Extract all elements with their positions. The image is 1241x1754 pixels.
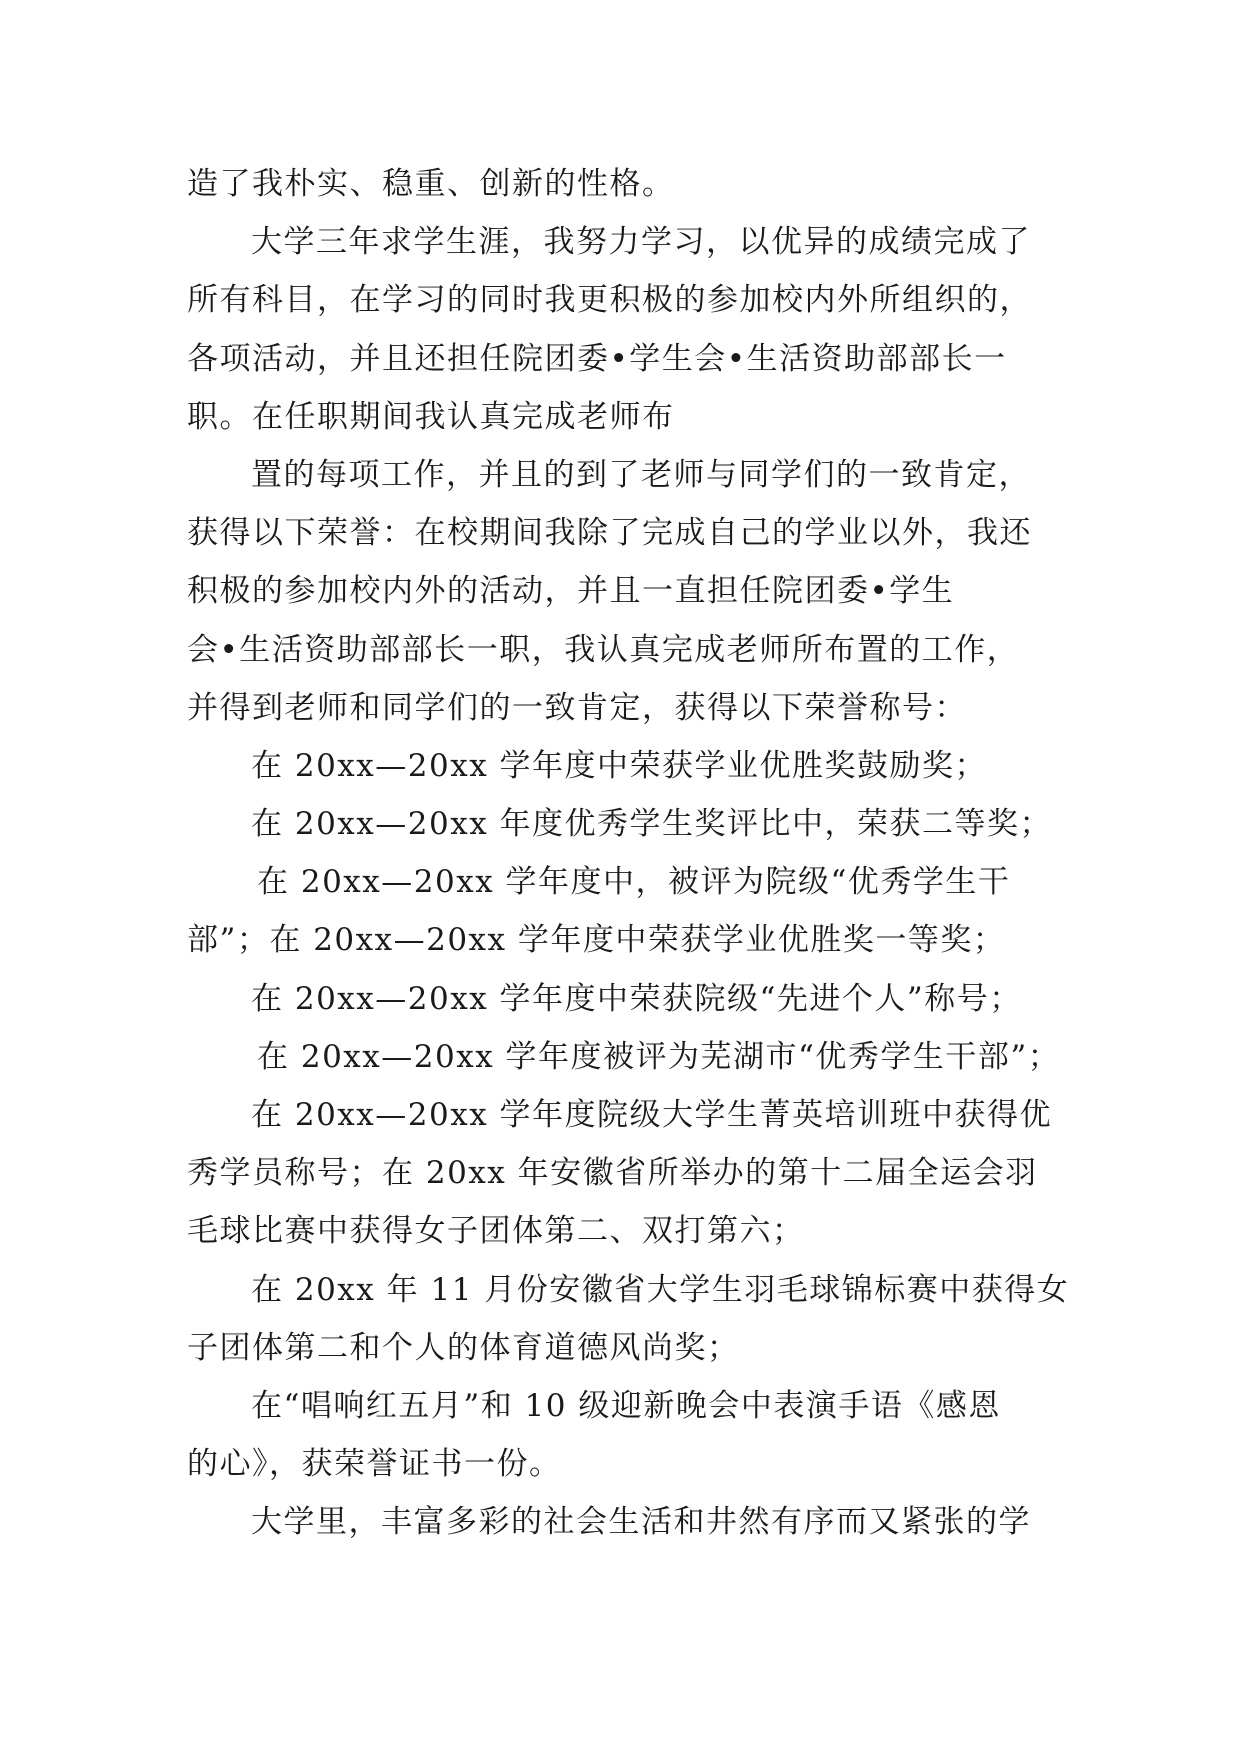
text-line: 毛球比赛中获得女子团体第二、双打第六； [187,1213,805,1250]
text-line: 在 20xx—20xx 学年度中荣获院级“先进个人”称号； [251,980,1022,1017]
text-line: 造了我朴实、稳重、创新的性格。 [187,166,675,202]
text-line: 会•生活资助部部长一职，我认真完成老师所布置的工作， [187,631,1020,668]
text-line: 在 20xx 年 11 月份安徽省大学生羽毛球锦标赛中获得女 [251,1271,1070,1308]
text-line: 大学三年求学生涯，我努力学习，以优异的成绩完成了 [251,224,1031,261]
text-line: 获得以下荣誉：在校期间我除了完成自己的学业以外，我还 [187,515,1032,552]
text-line: 积极的参加校内外的活动，并且一直担任院团委•学生 [187,573,955,610]
text-line: 各项活动，并且还担任院团委•学生会•生活资助部部长一 [187,340,1007,377]
document-body [187,155,1070,1552]
text-line: 所有科目，在学习的同时我更积极的参加校内外所组织的， [187,282,1032,319]
text-line: 在 20xx—20xx 学年度中荣获学业优胜奖鼓励奖； [251,747,988,784]
text-line: 子团体第二和个人的体育道德风尚奖； [187,1329,740,1366]
text-line: 部”；在 20xx—20xx 学年度中荣获学业优胜奖一等奖； [187,922,1006,959]
text-line: 并得到老师和同学们的一致肯定，获得以下荣誉称号： [187,689,967,726]
text-line: 在“唱响红五月”和 10 级迎新晚会中表演手语《感恩 [251,1387,1001,1424]
text-line: 职。在任职期间我认真完成老师布 [187,398,675,435]
text-line: 的心》，获荣誉证书一份。 [187,1446,562,1483]
text-line: 在 20xx—20xx 学年度院级大学生菁英培训班中获得优 [251,1097,1053,1133]
text-line: 在 20xx—20xx 学年度中，被评为院级“优秀学生干 [257,864,1011,901]
text-line: 置的每项工作，并且的到了老师与同学们的一致肯定， [251,456,1031,493]
text-line: 大学里，丰富多彩的社会生活和井然有序而又紧张的学 [251,1504,1031,1541]
text-line: 在 20xx—20xx 年度优秀学生奖评比中，荣获二等奖； [251,806,1053,843]
text-line: 在 20xx—20xx 学年度被评为芜湖市“优秀学生干部”； [257,1038,1061,1075]
text-line: 秀学员称号；在 20xx 年安徽省所举办的第十二届全运会羽 [187,1155,1038,1192]
